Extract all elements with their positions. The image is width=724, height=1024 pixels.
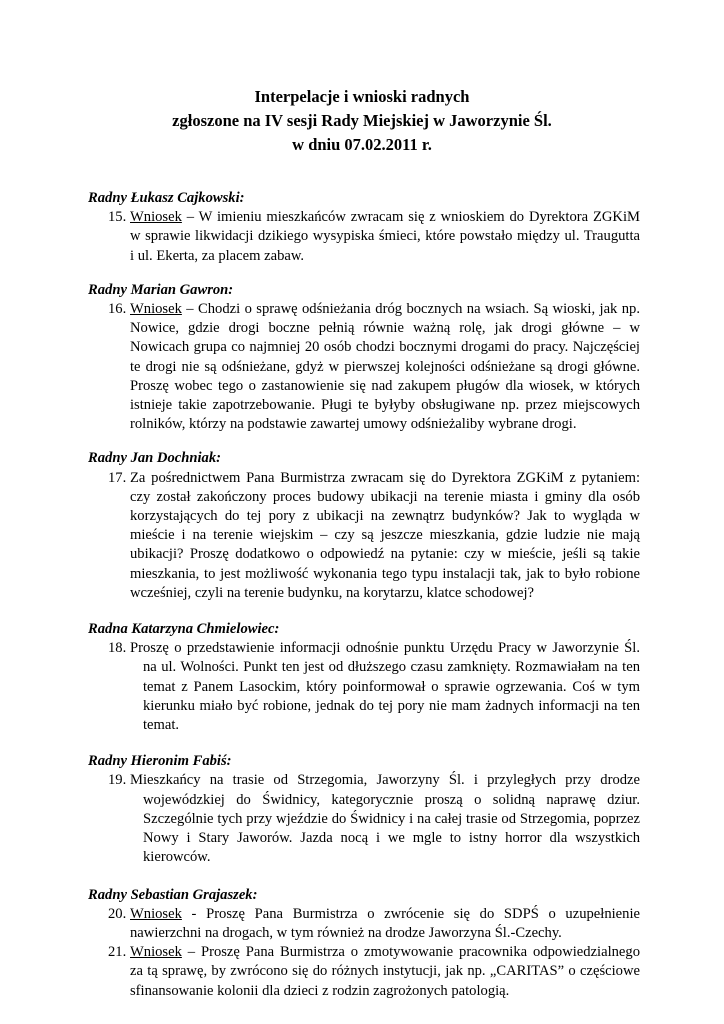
speaker-name: Radna Katarzyna Chmielowiec: [88, 621, 280, 638]
list-item [88, 771, 640, 867]
item-label: Wniosek [130, 209, 182, 226]
item-line: wcześniej, czyli na terenie budynku, na korytarzu, klatce schodowej? [130, 584, 535, 601]
item-number: 19. [108, 772, 127, 789]
item-line: nawierzchni na drogach, w tym również na drodze Jaworzyna Śl.-Czechy. [130, 924, 562, 941]
item-label: Wniosek [130, 905, 182, 922]
document-body [88, 189, 640, 1016]
title-line-2: zgłoszone na IV sesji Rady Miejskiej w Jaworzynie Śl. [172, 111, 552, 130]
item-label: Wniosek [130, 944, 182, 961]
item-number: 16. [108, 301, 127, 318]
item-line: Proszę wobec tego o zastanowienie się nad zakupem pługów dla wiosek, w których [130, 377, 640, 394]
section-grajaszek [88, 886, 640, 1001]
item-line: ubikacji? Proszę dodatkowo o odpowiedź na pytanie: czy w mieście, jeśli są takie [130, 546, 640, 563]
item-line: Nowicach grupa co najmniej 20 osób chodzi bocznymi drogami do pracy. Najczęściej [130, 339, 640, 356]
speaker-name: Radny Marian Gawron: [88, 281, 234, 298]
item-line: korzystających do tej pory z ubikacji na zewnątrz budynków? Jak to wygląda w [130, 508, 640, 525]
speaker-name: Radny Hieronim Fabiś: [88, 753, 232, 770]
list-item [88, 943, 640, 1001]
section-fabis [88, 752, 640, 867]
item-line: kierunku miało być robione, jednak do tej pory nie mam żadnych informacji na ten [143, 697, 640, 714]
item-line [130, 208, 640, 227]
item-line: mieście i na terenie wiejskim – czy są jeszcze mieszkania, gdzie ludzie nie mają [130, 527, 640, 544]
list-item [88, 300, 640, 434]
item-line: Nowice, gdzie drogi boczne pełnią równie ważną rolę, jak drogi główne – w [130, 320, 640, 337]
speaker-name: Radny Łukasz Cajkowski: [88, 190, 245, 206]
item-line [130, 300, 640, 319]
item-line: kierowców. [143, 849, 211, 866]
item-line: na ul. Wolności. Punkt ten jest od dłuższego czasu zamknięty. Rozmawiałam na ten [143, 659, 640, 676]
item-line: istnieje takie zapotrzebowanie. Pługi te byłyby obsługiwane np. przez miejscowych [130, 397, 640, 414]
list-item [88, 469, 640, 603]
list-item [88, 208, 640, 266]
title-line-1: Interpelacje i wnioski radnych [254, 87, 470, 106]
item-text: - Proszę Pana Burmistrza o zwrócenie się do SDPŚ o uzupełnienie [181, 905, 640, 922]
section-cajkowski [88, 189, 640, 266]
item-line: sfinansowanie kolonii dla dzieci z rodzin zagrożonych patologią. [130, 982, 510, 999]
item-line: rolników, którzy na podstawie zawartej umowy odśnieżaliby wybrane drogi. [130, 416, 577, 433]
section-chmielowiec [88, 620, 640, 735]
item-number: 18. [108, 640, 127, 657]
item-line: temat. [143, 717, 180, 734]
item-line: Mieszkańcy na trasie od Strzegomia, Jaworzyny Śl. i przyległych przy drodze [130, 772, 640, 789]
item-line: mieszkania, to jest możliwość wykonania tego typu instalacji tak, jak to było robione [130, 565, 640, 582]
list-item [88, 639, 640, 735]
item-line: za tą sprawę, by zwrócono się do różnych instytucji, jak np. „CARITAS” o częściowe [130, 963, 640, 980]
section-gawron [88, 281, 640, 435]
item-line: wojewódzkiej do Świdnicy, kategorycznie proszą o solidną naprawę dziur. [143, 791, 640, 808]
item-line: czy został zakończony proces budowy ubikacji na terenie miasta i gminy dla osób [130, 488, 640, 505]
item-line [130, 905, 640, 924]
item-line: te drogi nie są odśnieżane, gdyż w pierwszej kolejności odśnieżane są drogi główne. [130, 358, 640, 375]
document-title [0, 85, 724, 157]
item-line: Szczególnie tych przy wjeździe do Świdnicy i na całej trasie od Strzegomia, poprzez [143, 810, 640, 827]
title-line-3: w dniu 07.02.2011 r. [292, 135, 432, 154]
item-line: i ul. Ekerta, za placem zabaw. [130, 247, 305, 264]
item-number: 20. [108, 905, 127, 922]
item-number: 17. [108, 469, 127, 486]
item-number: 15. [108, 209, 127, 226]
item-line: w sprawie likwidacji dzikiego wysypiska śmieci, które powstało między ul. Traugutta [130, 228, 640, 245]
speaker-name: Radny Jan Dochniak: [88, 450, 221, 467]
item-line: Za pośrednictwem Pana Burmistrza zwracam się do Dyrektora ZGKiM z pytaniem: [130, 469, 640, 486]
item-label: Wniosek [130, 301, 182, 318]
item-text: – W imieniu mieszkańców zwracam się z wnioskiem do Dyrektora ZGKiM [181, 209, 640, 226]
section-dochniak [88, 449, 640, 603]
item-line: temat z Panem Lasockim, który poinformował o sprawie ogrzewania. Coś w tym [143, 678, 640, 695]
list-item [88, 905, 640, 943]
item-text: – Chodzi o sprawę odśnieżania dróg bocznych na wsiach. Są wioski, jak np. [181, 301, 640, 318]
item-text: – Proszę Pana Burmistrza o zmotywowanie pracownika odpowiedzialnego [181, 944, 640, 961]
item-line: Proszę o przedstawienie informacji odnośnie punktu Urzędu Pracy w Jaworzynie Śl. [130, 640, 640, 657]
item-line: Nowy i Stary Jaworów. Jazda nocą i we mgle to istny horror dla wszystkich [143, 830, 640, 847]
speaker-name: Radny Sebastian Grajaszek: [88, 886, 258, 903]
item-number: 21. [108, 944, 127, 961]
item-line [130, 943, 640, 962]
